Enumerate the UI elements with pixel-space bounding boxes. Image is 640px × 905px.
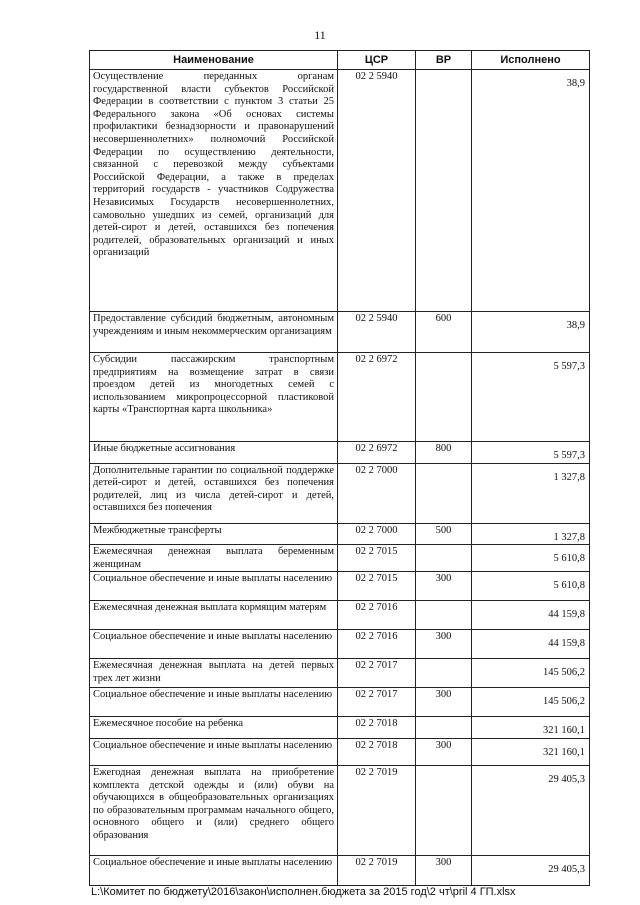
- table-row: [90, 312, 590, 353]
- table-row: [90, 630, 590, 659]
- row-amount: 44 159,8: [472, 630, 590, 659]
- row-vr: [416, 545, 472, 572]
- row-amount: 29 405,3: [472, 765, 590, 855]
- row-vr: 600: [416, 312, 472, 353]
- row-vr: 300: [416, 630, 472, 659]
- table-row: [90, 765, 590, 855]
- row-amount: 5 597,3: [472, 442, 590, 464]
- row-name: Социальное обеспечение и иные выплаты населению: [90, 572, 338, 601]
- row-csr: 02 2 6972: [338, 442, 416, 464]
- table-row: [90, 353, 590, 442]
- row-csr: 02 2 7017: [338, 659, 416, 688]
- row-name: Социальное обеспечение и иные выплаты населению: [90, 855, 338, 885]
- row-name: Предоставление субсидий бюджетным, автономным учреждениям и иным некоммерческим организациям: [90, 312, 338, 353]
- row-csr: 02 2 5940: [338, 312, 416, 353]
- row-amount: 1 327,8: [472, 463, 590, 523]
- table-row: [90, 717, 590, 739]
- row-amount: 5 610,8: [472, 572, 590, 601]
- page-number: 11: [314, 28, 326, 42]
- row-csr: 02 2 7018: [338, 738, 416, 765]
- row-csr: 02 2 7000: [338, 523, 416, 545]
- table-row: [90, 572, 590, 601]
- table-row: [90, 738, 590, 765]
- row-csr: 02 2 7015: [338, 572, 416, 601]
- row-name: Ежемесячная денежная выплата на детей первых трех лет жизни: [90, 659, 338, 688]
- row-vr: [416, 765, 472, 855]
- row-vr: 300: [416, 572, 472, 601]
- row-amount: 38,9: [472, 312, 590, 353]
- row-amount: 1 327,8: [472, 523, 590, 545]
- table-row: [90, 463, 590, 523]
- row-name: Иные бюджетные ассигнования: [90, 442, 338, 464]
- row-amount: 5 610,8: [472, 545, 590, 572]
- table-row: [90, 659, 590, 688]
- row-vr: [416, 659, 472, 688]
- row-vr: 300: [416, 855, 472, 885]
- row-name: Социальное обеспечение и иные выплаты населению: [90, 630, 338, 659]
- budget-table: [89, 50, 590, 886]
- row-name: Социальное обеспечение и иные выплаты населению: [90, 738, 338, 765]
- table-row: [90, 442, 590, 464]
- row-name: Дополнительные гарантии по социальной поддержке детей-сирот и детей, оставшихся без попечения родителей, лиц из числа детей-сирот и детей, оставшихся без попечения: [90, 463, 338, 523]
- table-row: [90, 545, 590, 572]
- file-path-footer: L:\Комитет по бюджету\2016\закон\исполнен.бюджета за 2015 год\2 чт\pril 4 ГП.xlsx: [91, 886, 516, 898]
- row-vr: [416, 463, 472, 523]
- row-csr: 02 2 7016: [338, 601, 416, 630]
- row-name: Ежегодная денежная выплата на приобретение комплекта детской одежды и (или) обуви на обучающихся в общеобразовательных организациях по образовательным программам начального общего, основного общего и (или) среднего общего образования: [90, 765, 338, 855]
- header-vr: ВР: [416, 51, 472, 70]
- table-header-row: [90, 51, 590, 70]
- row-amount: 145 506,2: [472, 688, 590, 717]
- header-csr: ЦСР: [338, 51, 416, 70]
- table-row: [90, 523, 590, 545]
- header-name: Наименование: [90, 51, 338, 70]
- row-vr: 500: [416, 523, 472, 545]
- row-amount: 5 597,3: [472, 353, 590, 442]
- row-name: Осуществление переданных органам государственной власти субъектов Российской Федерации в соответствии с пунктом 3 статьи 25 Федерального закона «Об основах системы профилактики безнадзорности и правонарушений несовершеннолетних» полномочий Российской Федерации по осуществлению деятельности, связанной с перевозкой между субъектами Российской Федерации, а также в пределах территорий государств - участников Содружества Независимых Государств несовершеннолетних, самовольно ушедших из семей, организаций для детей-сирот и детей, оставшихся без попечения родителей, образовательных организаций и иных организаций: [90, 70, 338, 312]
- row-csr: 02 2 7016: [338, 630, 416, 659]
- row-name: Социальное обеспечение и иные выплаты населению: [90, 688, 338, 717]
- row-name: Ежемесячное пособие на ребенка: [90, 717, 338, 739]
- row-csr: 02 2 7019: [338, 765, 416, 855]
- row-vr: [416, 601, 472, 630]
- row-csr: 02 2 7017: [338, 688, 416, 717]
- table-body: [90, 70, 590, 886]
- row-csr: 02 2 7018: [338, 717, 416, 739]
- row-amount: 38,9: [472, 70, 590, 312]
- row-vr: 800: [416, 442, 472, 464]
- row-csr: 02 2 7000: [338, 463, 416, 523]
- row-csr: 02 2 7019: [338, 855, 416, 885]
- row-name: Ежемесячная денежная выплата кормящим матерям: [90, 601, 338, 630]
- row-csr: 02 2 7015: [338, 545, 416, 572]
- row-vr: 300: [416, 738, 472, 765]
- table-row: [90, 601, 590, 630]
- row-amount: 145 506,2: [472, 659, 590, 688]
- row-csr: 02 2 5940: [338, 70, 416, 312]
- row-amount: 321 160,1: [472, 717, 590, 739]
- row-vr: [416, 717, 472, 739]
- row-amount: 44 159,8: [472, 601, 590, 630]
- row-vr: 300: [416, 688, 472, 717]
- row-amount: 29 405,3: [472, 855, 590, 885]
- row-vr: [416, 70, 472, 312]
- table-row: [90, 70, 590, 312]
- row-name: Ежемесячная денежная выплата беременным женщинам: [90, 545, 338, 572]
- header-amount: Исполнено: [472, 51, 590, 70]
- row-name: Субсидии пассажирским транспортным предприятиям на возмещение затрат в связи проездом детей из многодетных семей с использованием микропроцессорной пластиковой карты «Транспортная карта школьника»: [90, 353, 338, 442]
- table-row: [90, 688, 590, 717]
- row-csr: 02 2 6972: [338, 353, 416, 442]
- table-row: [90, 855, 590, 885]
- row-vr: [416, 353, 472, 442]
- row-amount: 321 160,1: [472, 738, 590, 765]
- row-name: Межбюджетные трансферты: [90, 523, 338, 545]
